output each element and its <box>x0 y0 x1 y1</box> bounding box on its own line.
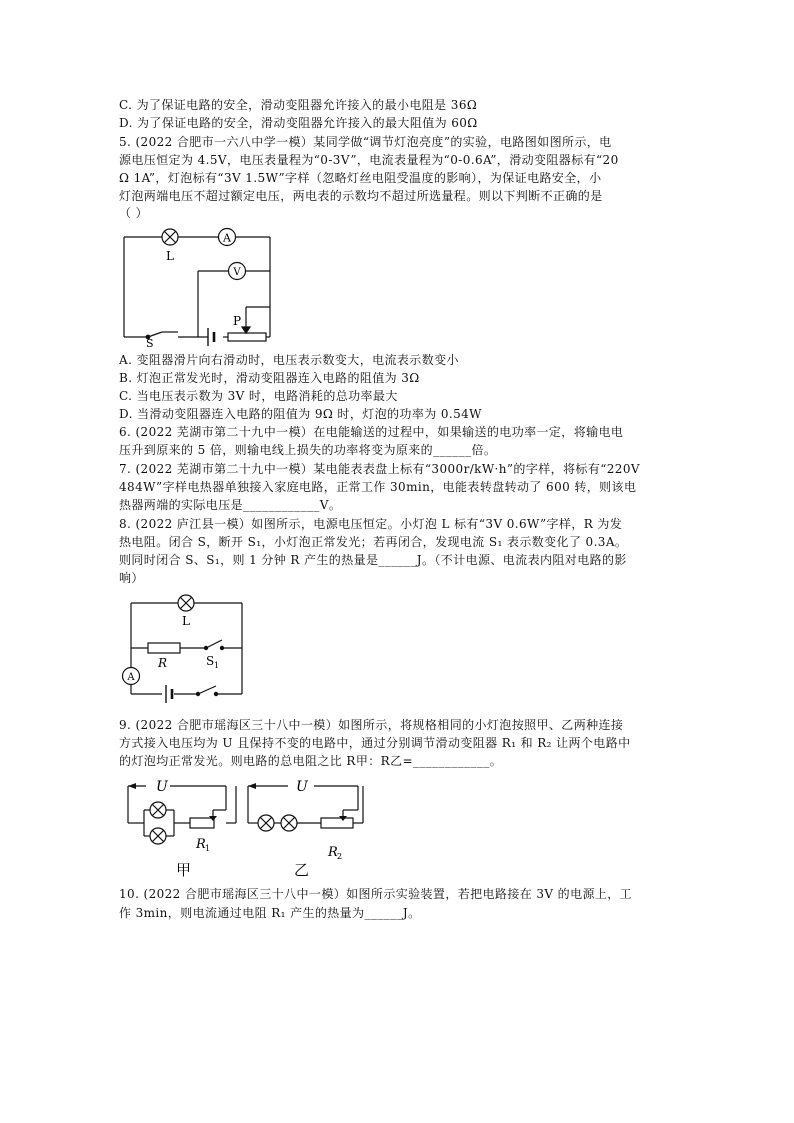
voltmeter-label: V <box>233 267 241 278</box>
ammeter-label: A <box>223 231 231 245</box>
q7-line-3: 热器两端的实际电压是____________V。 <box>119 498 342 512</box>
q9-line-1: 9. (2022 合肥市瑶海区三十八中一模）如图所示，将规格相同的小灯泡按照甲、乙两种连接 <box>119 718 624 732</box>
voltage-arrow-right-icon <box>248 783 256 789</box>
lamp-icon <box>150 802 166 818</box>
rheostat-r2-subscript: 2 <box>337 852 343 861</box>
q5-line-1: 5. (2022 合肥市一六八中学一模）某同学做“调节灯泡亮度”的实验，电路图如图所示，电 <box>119 135 612 149</box>
q8-line-2: 热电阻。闭合 S，断开 S₁，小灯泡正常发光；若再闭合，发现电流 S₁ 表示数变化了 0.3A。 <box>119 535 628 549</box>
q9-line-2: 方式接入电压均为 U 且保持不变的电路中，通过分别调节滑动变阻器 R₁ 和 R₂ 让两个电路中 <box>119 736 631 750</box>
battery-icon <box>208 328 214 346</box>
rheostat-r1-label: R <box>196 837 206 852</box>
q7-line-1: 7. (2022 芜湖市第二十九中一模）某电能表表盘上标有“3000r/kW·h”的字样，将标有“220V <box>119 462 640 476</box>
lamp-icon <box>178 595 194 611</box>
circuit-label-jia: 甲 <box>176 861 192 879</box>
q6-line-2: 压升到原来的 5 倍，则输电线上损失的功率将变为原来的______倍。 <box>119 443 497 457</box>
lamp-icon <box>281 815 297 831</box>
lamp-label: L <box>182 614 190 628</box>
q5-option-b: B. 灯泡正常发光时，滑动变阻器连入电路的阻值为 3Ω <box>119 371 420 385</box>
q10-line-1: 10. (2022 合肥市瑶海区三十八中一模）如图所示实验装置，若把电路接在 3V 的电源上，工 <box>119 887 633 901</box>
lamp-icon <box>258 815 274 831</box>
q8-line-1: 8. (2022 庐江县一模）如图所示，电源电压恒定。小灯泡 L 标有“3V 0.6W”字样，R 为发 <box>119 517 623 531</box>
circuit-label-yi: 乙 <box>294 861 310 879</box>
voltage-arrow-left-icon <box>128 783 136 789</box>
battery-icon <box>166 685 172 703</box>
lamp-icon <box>150 828 166 844</box>
lamp-label: L <box>166 249 174 263</box>
rheostat-icon <box>228 327 266 341</box>
switch-s1-icon <box>204 640 223 650</box>
q6-line-1: 6. (2022 芜湖市第二十九中一模）在电能输送的过程中，如果输送的电功率一定，将输电电 <box>119 425 624 439</box>
q8-circuit-diagram <box>118 590 250 708</box>
q5-circuit-diagram <box>118 224 278 348</box>
switch-s1-label: S <box>206 654 215 668</box>
rheostat-r1-icon <box>190 818 214 828</box>
resistor-icon <box>148 643 180 653</box>
q5-line-2: 源电压恒定为 4.5V，电压表量程为“0-3V”，电流表量程为“0-0.6A”，滑动变阻器标有“20 <box>119 153 619 167</box>
q5-option-d: D. 当滑动变阻器连入电路的阻值为 9Ω 时，灯泡的功率为 0.54W <box>119 407 482 421</box>
q9-line-3: 的灯泡均正常发光。则电路的总电阻之比 R甲：R乙=____________。 <box>119 754 503 768</box>
q5-line-3: Ω 1A”，灯泡标有“3V 1.5W”字样（忽略灯丝电阻受温度的影响），为保证电路安全，小 <box>119 171 602 185</box>
q5-line-5: （ ） <box>119 206 149 220</box>
ammeter-label: A <box>127 672 135 683</box>
q9-circuit-diagram <box>118 776 368 881</box>
resistor-label: R <box>158 656 168 670</box>
q5-line-4: 灯泡两端电压不超过额定电压，两电表的示数均不超过所选量程。则以下判断不正确的是 <box>119 189 603 203</box>
q7-line-2: 484W”字样电热器单独接入家庭电路，正常工作 30min，电能表转盘转动了 600 转，则该电 <box>119 480 637 494</box>
q8-line-3: 则同时闭合 S、S₁，则 1 分钟 R 产生的热量是______J。（不计电源、电流表内阻对电路的影 <box>119 553 627 567</box>
ammeter-icon <box>123 668 140 685</box>
q8-line-4: 响） <box>119 571 144 585</box>
switch-label: S <box>146 337 154 348</box>
voltage-label-2: U <box>296 779 308 795</box>
voltmeter-icon <box>229 263 246 280</box>
voltage-label-1: U <box>156 779 168 795</box>
rheostat-r1-subscript: 1 <box>205 844 211 853</box>
slider-label: P <box>233 314 242 328</box>
q5-option-a: A. 变阻器滑片向右滑动时，电压表示数变大，电流表示数变小 <box>119 353 459 367</box>
switch-s-icon <box>196 686 217 696</box>
q10-line-2: 作 3min，则电流通过电阻 R₁ 产生的热量为______J。 <box>119 906 421 920</box>
q4-option-c: C. 为了保证电路的安全，滑动变阻器允许接入的最小电阻是 36Ω <box>119 98 478 112</box>
rheostat-r2-icon <box>321 818 353 828</box>
rheostat-r2-label: R <box>328 845 338 860</box>
ammeter-icon <box>219 229 236 246</box>
switch-s1-subscript: 1 <box>214 661 220 670</box>
q4-option-d: D. 为了保证电路的安全，滑动变阻器允许接入的最大阻值为 60Ω <box>119 116 478 130</box>
q5-option-c: C. 当电压表示数为 3V 时，电路消耗的总功率最大 <box>119 389 398 403</box>
lamp-icon <box>162 229 178 245</box>
